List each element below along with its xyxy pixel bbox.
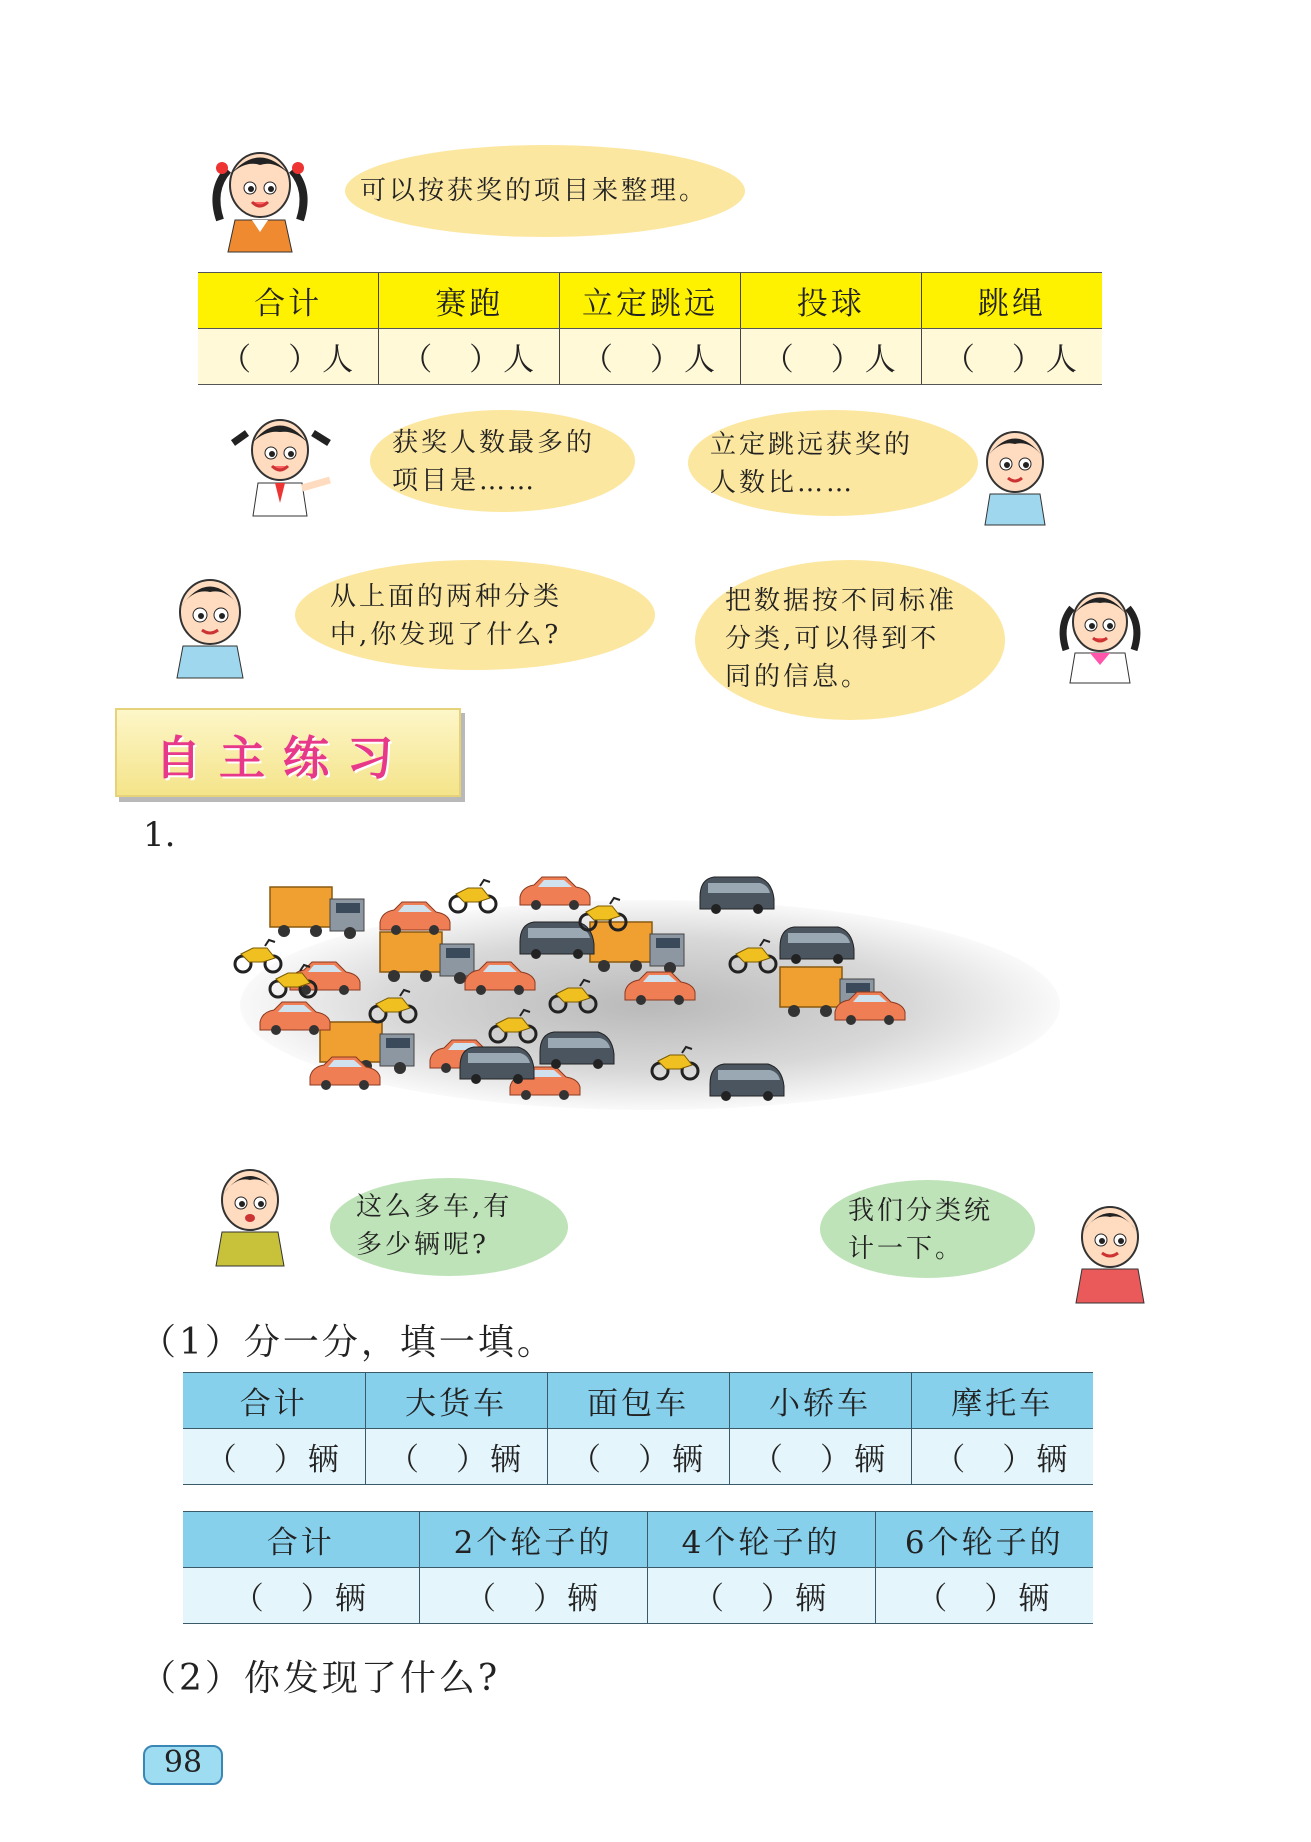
dialog-1-text: 可以按获奖的项目来整理。 (360, 176, 709, 206)
vehicle-table-answer-row (183, 1429, 1093, 1485)
award-table-answer-row (198, 329, 1102, 385)
motorcycle-icon (730, 940, 776, 972)
boy-character-icon (200, 1158, 300, 1268)
wheel-table-header-row (183, 1512, 1093, 1568)
vehicle-answer-cell[interactable]: （ ）辆 (365, 1429, 547, 1485)
award-header-rope-skipping: 跳绳 (921, 273, 1102, 329)
boy-character-icon (975, 422, 1055, 527)
award-header-running: 赛跑 (379, 273, 560, 329)
vehicle-illustration (220, 860, 1080, 1130)
wheel-header-2-wheels: 2个轮子的 (419, 1512, 647, 1568)
vehicle-header-total: 合计 (183, 1373, 365, 1429)
car-icon (520, 877, 590, 910)
vehicle-answer-cell[interactable]: （ ）辆 (911, 1429, 1093, 1485)
vehicle-header-van: 面包车 (547, 1373, 729, 1429)
dialog-6-line-1: 这么多车,有 (356, 1192, 513, 1222)
vehicle-answer-cell[interactable]: （ ）辆 (183, 1429, 365, 1485)
car-icon (625, 972, 695, 1005)
dialog-6-line-2: 多少辆呢? (356, 1230, 489, 1260)
question-1: （1）分一分，填一填。 (140, 1322, 556, 1363)
vehicle-header-car: 小轿车 (729, 1373, 911, 1429)
van-icon (460, 1047, 534, 1084)
dialog-7-line-1: 我们分类统 (848, 1196, 994, 1226)
motorcycle-icon (450, 880, 496, 912)
truck-icon (380, 932, 474, 984)
wheel-answer-cell[interactable]: （ ）辆 (875, 1568, 1093, 1624)
award-answer-cell[interactable]: （ ）人 (740, 329, 921, 385)
award-answer-cell[interactable]: （ ）人 (921, 329, 1102, 385)
dialog-4-line-2: 中,你发现了什么? (330, 620, 562, 650)
wheel-header-6-wheels: 6个轮子的 (875, 1512, 1093, 1568)
dialog-3-line-1: 立定跳远获奖的 (710, 430, 914, 460)
motorcycle-icon (550, 980, 596, 1012)
motorcycle-icon (370, 990, 416, 1022)
vehicle-answer-cell[interactable]: （ ）辆 (729, 1429, 911, 1485)
vehicle-answer-cell[interactable]: （ ）辆 (547, 1429, 729, 1485)
wheel-table-answer-row (183, 1568, 1093, 1624)
award-table-header-row (198, 273, 1102, 329)
motorcycle-icon (490, 1010, 536, 1042)
award-answer-cell[interactable]: （ ）人 (379, 329, 560, 385)
wheel-answer-cell[interactable]: （ ）辆 (183, 1568, 419, 1624)
van-icon (540, 1032, 614, 1069)
wheel-header-total: 合计 (183, 1512, 419, 1568)
question-2: （2）你发现了什么? (140, 1658, 501, 1699)
section-title: 自主练习 (155, 731, 411, 785)
van-icon (780, 927, 854, 964)
vehicle-scene (220, 860, 1080, 1130)
award-header-total: 合计 (198, 273, 379, 329)
award-table (198, 272, 1102, 385)
car-icon (380, 902, 450, 935)
vehicle-table-header-row (183, 1373, 1093, 1429)
girl-character-icon (1050, 580, 1150, 685)
exercise-number: 1. (143, 815, 176, 855)
dialog-5-line-2: 分类,可以得到不 (725, 624, 940, 654)
vehicle-header-truck: 大货车 (365, 1373, 547, 1429)
award-header-long-jump: 立定跳远 (560, 273, 741, 329)
wheel-answer-cell[interactable]: （ ）辆 (647, 1568, 875, 1624)
dialog-5-line-3: 同的信息。 (725, 662, 871, 692)
motorcycle-icon (235, 940, 281, 972)
vehicle-type-table (183, 1372, 1093, 1485)
van-icon (710, 1064, 784, 1101)
dialog-5-line-1: 把数据按不同标准 (725, 586, 958, 616)
dialog-7-line-2: 计一下。 (848, 1234, 965, 1264)
dialog-2-line-1: 获奖人数最多的 (392, 428, 596, 458)
truck-icon (590, 922, 684, 974)
girl-pointing-icon (225, 408, 340, 518)
boy-character-icon (165, 570, 255, 680)
truck-icon (270, 887, 364, 939)
girl-character-icon (200, 140, 320, 255)
motorcycle-icon (652, 1047, 698, 1079)
dialog-2-line-2: 项目是…… (392, 466, 538, 496)
award-answer-cell[interactable]: （ ）人 (198, 329, 379, 385)
dialog-3-line-2: 人数比…… (710, 468, 856, 498)
wheel-count-table (183, 1511, 1093, 1624)
wheel-header-4-wheels: 4个轮子的 (647, 1512, 875, 1568)
car-icon (260, 1002, 330, 1035)
car-icon (465, 962, 535, 995)
award-answer-cell[interactable]: （ ）人 (560, 329, 741, 385)
vehicle-header-motorcycle: 摩托车 (911, 1373, 1093, 1429)
van-icon (700, 877, 774, 914)
boy-character-icon (1060, 1195, 1160, 1305)
dialog-4-line-1: 从上面的两种分类 (330, 582, 563, 612)
wheel-answer-cell[interactable]: （ ）辆 (419, 1568, 647, 1624)
award-header-throwing: 投球 (740, 273, 921, 329)
page-number: 98 (163, 1745, 203, 1780)
